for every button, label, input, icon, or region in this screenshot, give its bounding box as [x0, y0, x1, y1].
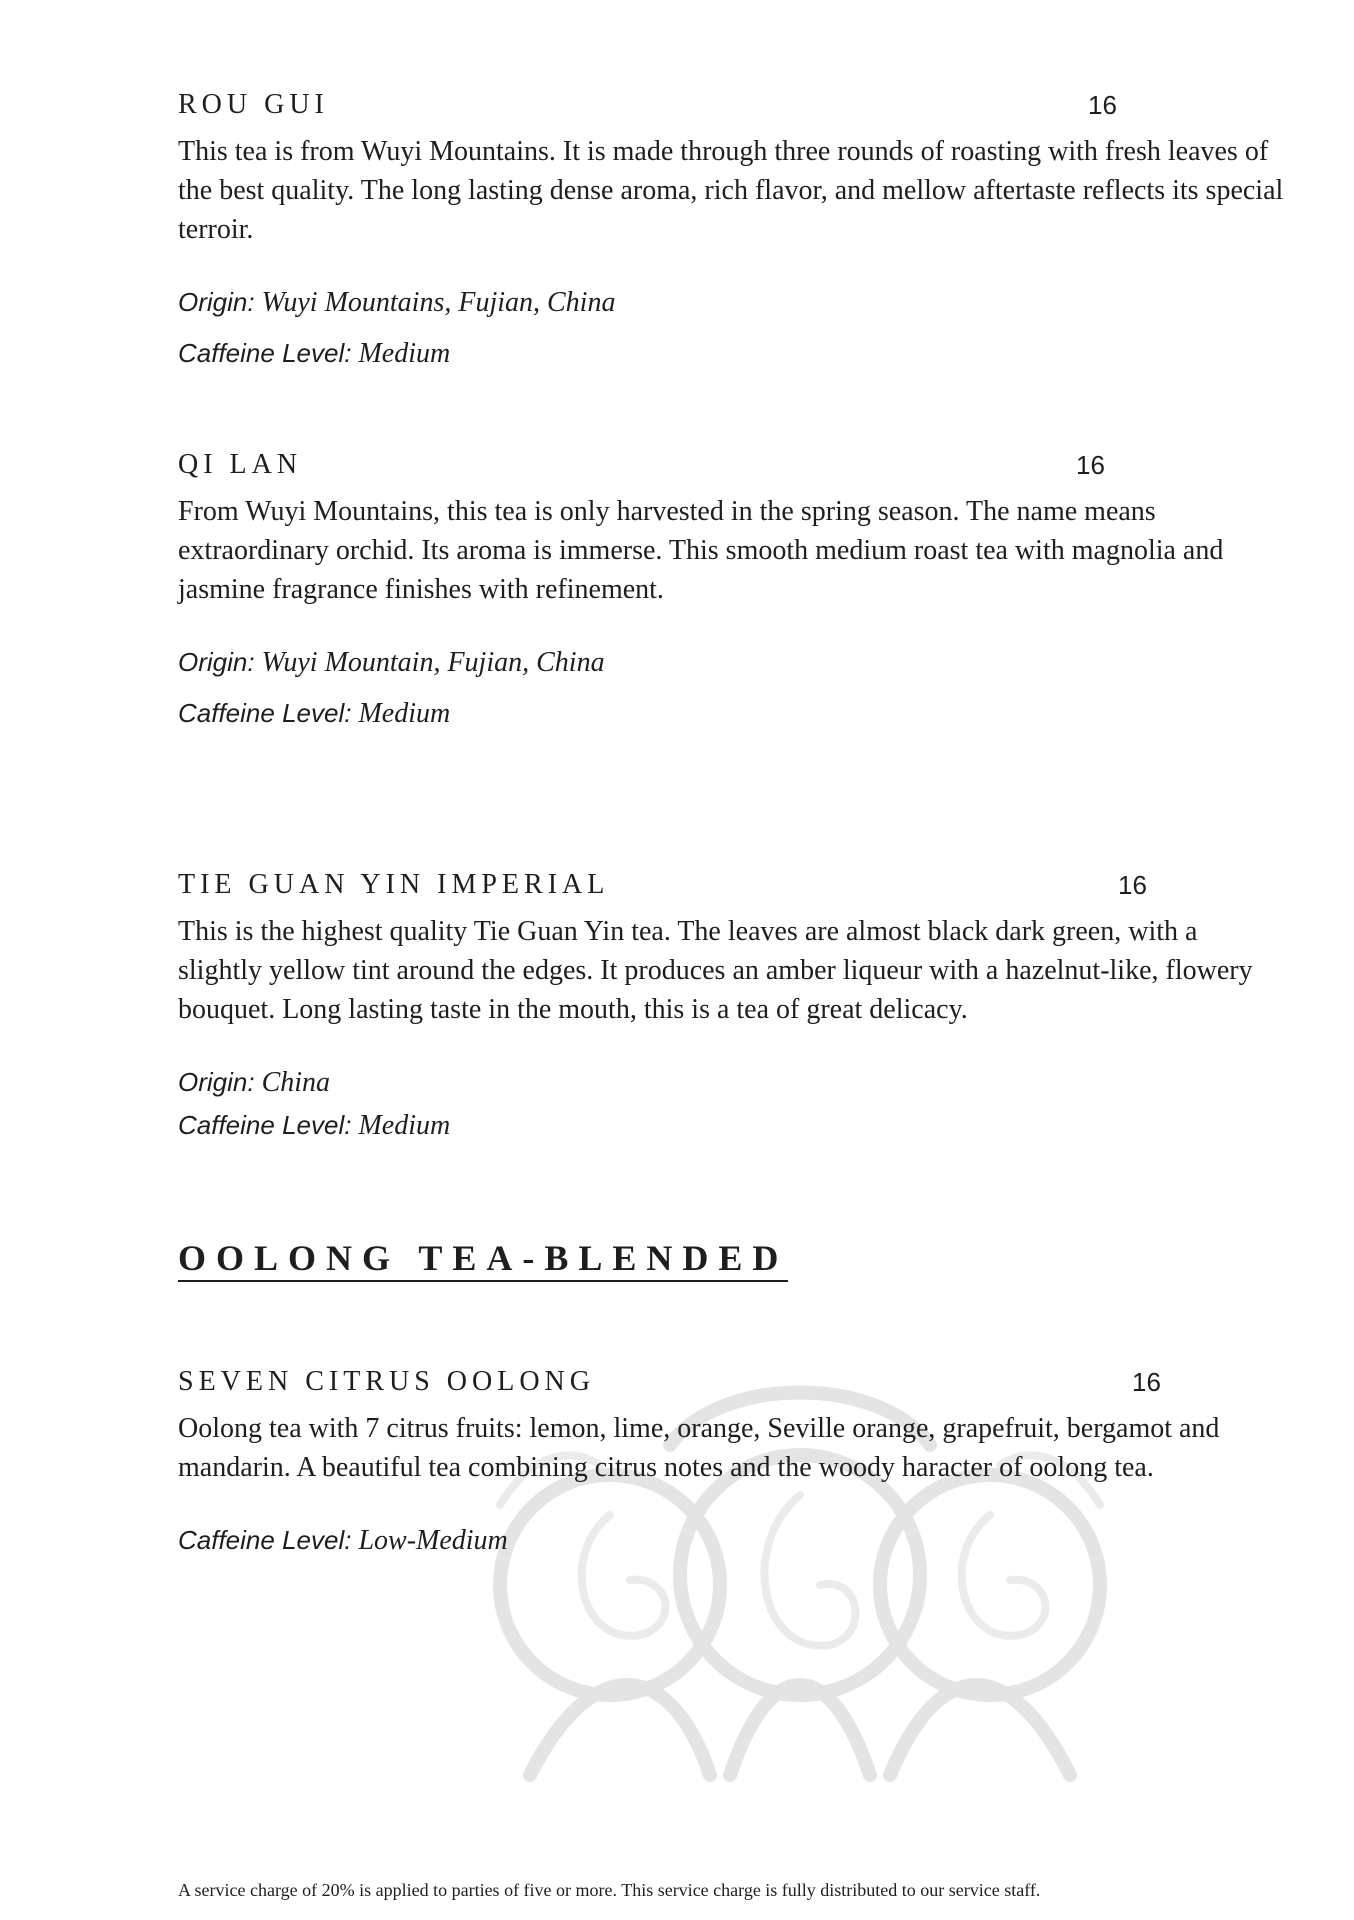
service-charge-note: A service charge of 20% is applied to parties of five or more. This service charge is fully distributed to our service staff. [178, 1880, 1041, 1900]
tea-name: SEVEN CITRUS OOLONG [178, 1366, 595, 1397]
tea-caffeine [178, 694, 1288, 733]
tea-item-tie-guan-yin-imperial [178, 868, 1288, 1145]
tea-description: This is the highest quality Tie Guan Yin tea. The leaves are almost black dark green, with a slightly yellow tint around the edges. It produces an amber liqueur with a hazelnut-like, flowery bouquet. Long lasting taste in the mouth, this is a tea of great delicacy. [178, 916, 1253, 1025]
tea-description: Oolong tea with 7 citrus fruits: lemon, lime, orange, Seville orange, grapefruit, bergamot and mandarin. A beautiful tea combining citrus notes and the woody haracter of oolong tea. [178, 1413, 1220, 1483]
origin-value: Wuyi Mountains, Fujian, China [261, 287, 616, 318]
tea-caffeine [178, 334, 1288, 373]
tea-caffeine [178, 1521, 1288, 1560]
tea-item-seven-citrus-oolong [178, 1365, 1288, 1560]
section-heading: OOLONG TEA-BLENDED [178, 1236, 788, 1282]
caffeine-value: Medium [358, 338, 451, 369]
caffeine-label: Caffeine Level: [178, 338, 352, 368]
tea-name: TIE GUAN YIN IMPERIAL [178, 869, 610, 900]
tea-price: 16 [1132, 1367, 1161, 1397]
tea-price: 16 [1088, 90, 1117, 120]
caffeine-value: Medium [358, 698, 451, 729]
tea-item-qi-lan [178, 448, 1288, 733]
origin-label: Origin: [178, 1067, 255, 1097]
caffeine-label: Caffeine Level: [178, 1110, 352, 1140]
tea-name: QI LAN [178, 449, 303, 480]
tea-item-rou-gui [178, 88, 1288, 373]
tea-price: 16 [1076, 450, 1105, 480]
tea-description: This tea is from Wuyi Mountains. It is made through three rounds of roasting with fresh leaves of the best quality. The long lasting dense aroma, rich flavor, and mellow aftertaste reflects its special terroir. [178, 136, 1284, 245]
caffeine-value: Medium [358, 1110, 451, 1141]
caffeine-value: Low-Medium [358, 1525, 508, 1556]
origin-label: Origin: [178, 287, 255, 317]
tea-name: ROU GUI [178, 89, 329, 120]
tea-origin [178, 1063, 1288, 1102]
origin-value: Wuyi Mountain, Fujian, China [261, 647, 605, 678]
origin-value: China [261, 1067, 331, 1098]
caffeine-label: Caffeine Level: [178, 1525, 352, 1555]
caffeine-label: Caffeine Level: [178, 698, 352, 728]
tea-caffeine [178, 1106, 1288, 1145]
tea-origin [178, 283, 1288, 322]
tea-origin [178, 643, 1288, 682]
tea-price: 16 [1118, 870, 1147, 900]
origin-label: Origin: [178, 647, 255, 677]
tea-description: From Wuyi Mountains, this tea is only harvested in the spring season. The name means extraordinary orchid. Its aroma is immerse. This smooth medium roast tea with magnolia and jasmine fragrance finishes with refinement. [178, 496, 1224, 605]
